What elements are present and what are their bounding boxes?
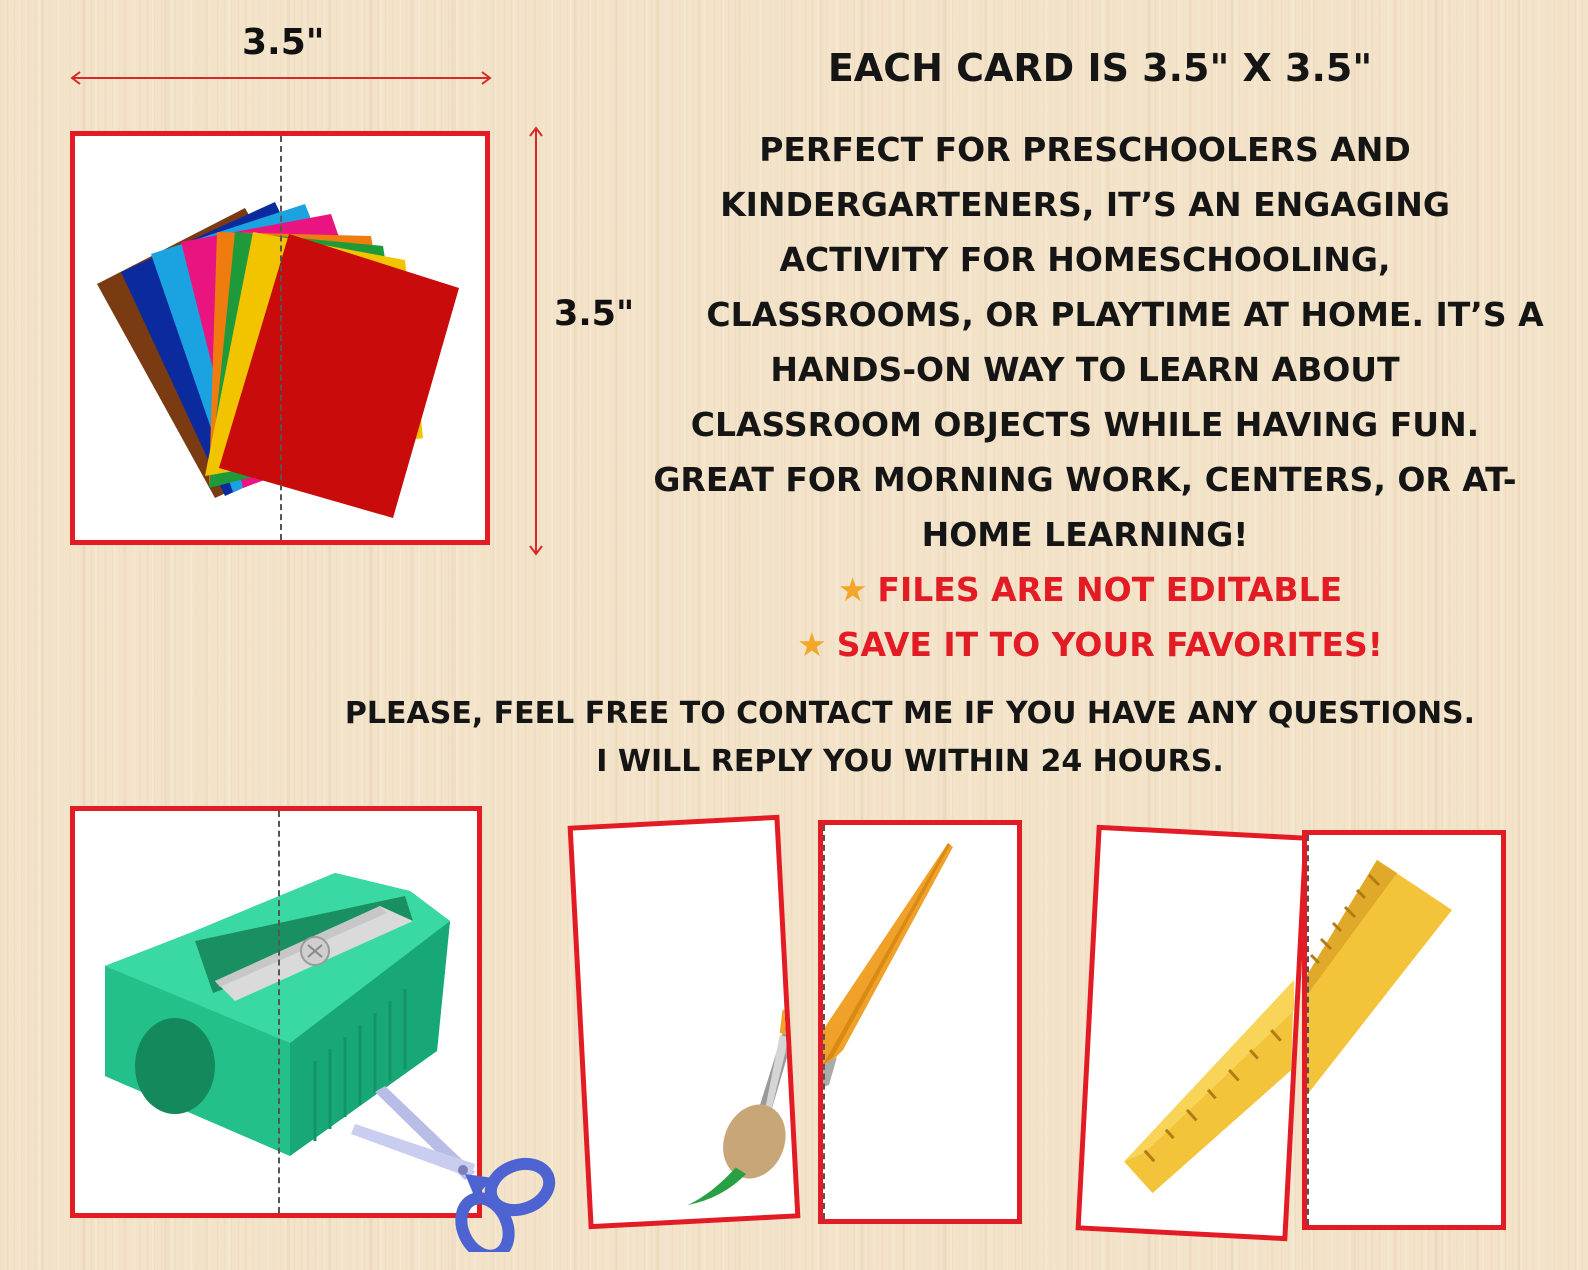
- width-dimension-label: 3.5": [242, 22, 325, 63]
- notes-block: [660, 562, 1520, 672]
- note-save-favorites: ★ SAVE IT TO YOUR FAVORITES!: [797, 625, 1383, 664]
- contact-text: [300, 690, 1520, 786]
- description-line: KINDERGARTENERS, IT’S AN ENGAGING: [720, 185, 1450, 224]
- card-cut-line: [278, 811, 280, 1213]
- star-icon: ★: [797, 625, 827, 664]
- contact-line: PLEASE, FEEL FREE TO CONTACT ME IF YOU HAVE ANY QUESTIONS.: [344, 696, 1476, 731]
- description-line: ACTIVITY FOR HOMESCHOOLING,: [779, 240, 1391, 279]
- card-cut-line: [280, 136, 282, 540]
- card-paintbrush-right: [818, 820, 1022, 1224]
- description-line: GREAT FOR MORNING WORK, CENTERS, OR AT-: [653, 460, 1517, 499]
- star-icon: ★: [837, 570, 868, 609]
- description-line: CLASSROOM OBJECTS WHILE HAVING FUN.: [690, 405, 1480, 444]
- paintbrush-icon: [573, 820, 795, 1224]
- description-line: CLASSROOMS, OR PLAYTIME AT HOME. IT’S A: [706, 295, 1544, 334]
- card-size-headline: EACH CARD IS 3.5" X 3.5": [827, 46, 1373, 90]
- contact-line: I WILL REPLY YOU WITHIN 24 HOURS.: [596, 744, 1224, 779]
- card-cut-line: [823, 825, 825, 1219]
- card-colored-paper: [70, 131, 490, 545]
- card-cut-line: [1307, 835, 1309, 1225]
- ruler-icon: [1307, 835, 1501, 1225]
- card-paintbrush-left: [568, 815, 801, 1230]
- ruler-icon: [1081, 830, 1303, 1236]
- width-dimension-arrow: [68, 70, 494, 86]
- description-line: HOME LEARNING!: [921, 515, 1249, 554]
- paintbrush-icon: [823, 825, 1017, 1219]
- description-line: HANDS-ON WAY TO LEARN ABOUT: [770, 350, 1400, 389]
- scissors-icon: [345, 1082, 560, 1252]
- description-text: [560, 122, 1588, 562]
- height-dimension-arrow: [528, 124, 544, 558]
- height-dimension-label: 3.5": [554, 294, 635, 334]
- note-not-editable: ★ FILES ARE NOT EDITABLE: [837, 570, 1343, 609]
- description-line: PERFECT FOR PRESCHOOLERS AND: [759, 130, 1411, 169]
- card-ruler-right: [1302, 830, 1506, 1230]
- card-ruler-left: [1076, 825, 1309, 1242]
